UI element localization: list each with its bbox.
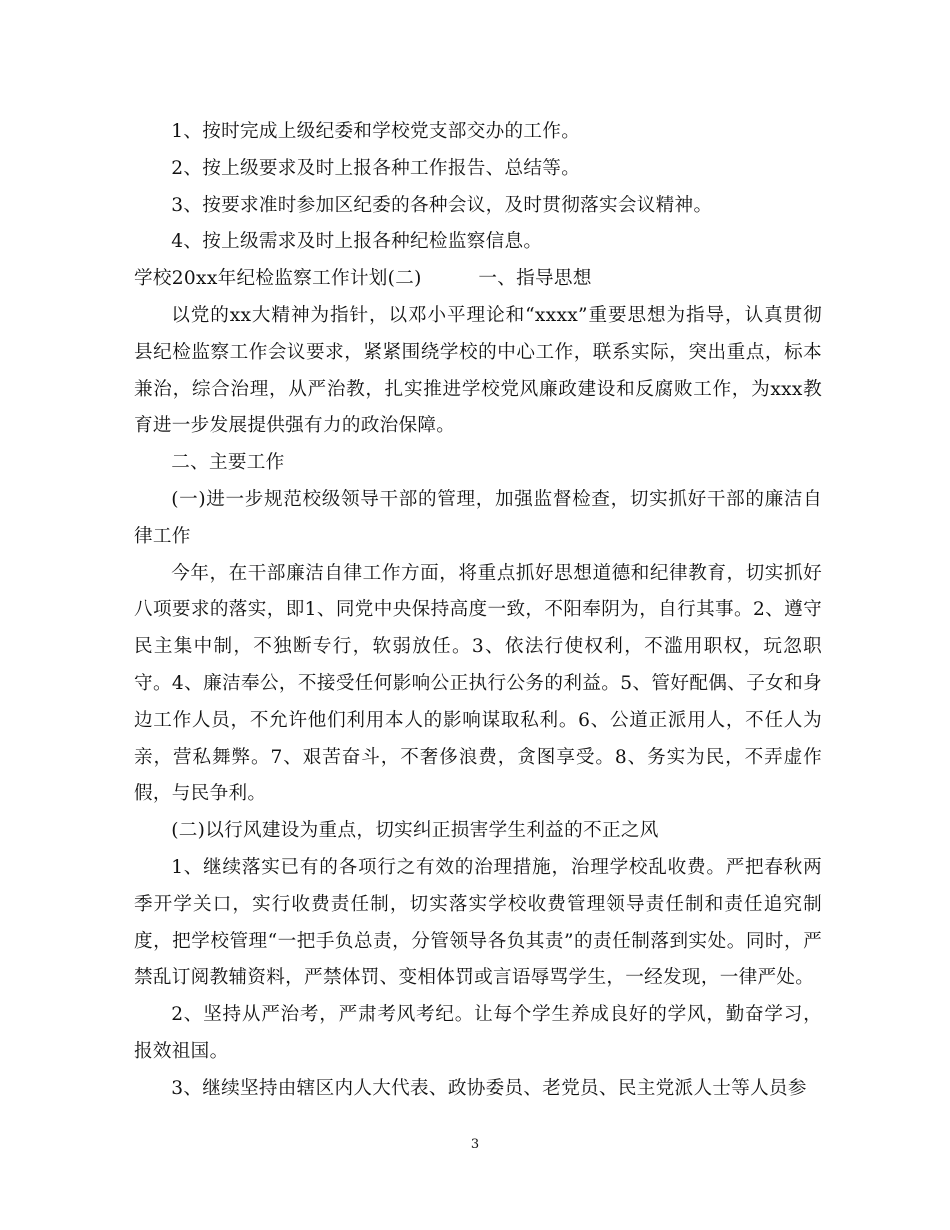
section-heading-2: (二)以行风建设为重点，切实纠正损害学生利益的不正之风 [171,820,659,842]
paragraph-section-2-item-2: 2、坚持从严治考，严肃考风考纪。让每个学生养成良好的学风，勤奋学习，报效祖国。 [134,1004,822,1062]
paragraph-section-2-item-1: 1、继续落实已有的各项行之有效的治理措施，治理学校乱收费。严把春秋两季开学关口，实行收费责任制，切实落实学校收费管理领导责任制和责任追究制度，把学校管理“一把手负总责，分管领导各负其责”的责任制落到实处。同时，严禁乱订阅教辅资料，严禁体罚、变相体罚或言语辱骂学生，一经发现，一律严处。 [134,856,822,989]
paragraph-guiding-thought: 以党的xx大精神为指针，以邓小平理论和“xxxx”重要思想为指导，认真贯彻县纪检监察工作会议要求，紧紧围绕学校的中心工作，联系实际，突出重点，标本兼治，综合治理，从严治教，扎实推进学校党风廉政建设和反腐败工作，为xxx教育进一步发展提供强有力的政治保障。 [134,304,822,437]
list-item: 1、按时完成上级纪委和学校党支部交办的工作。 [171,121,581,142]
paragraph-section-2-item-3: 3、继续坚持由辖区内人大代表、政协委员、老党员、民主党派人士等人员参 [171,1077,807,1099]
section-heading-1: (一)进一步规范校级领导干部的管理，加强监督检查，切实抓好干部的廉洁自律工作 [134,488,822,547]
document-body [134,114,822,1108]
plan-title-heading: 学校20xx年纪检监察工作计划(二) 一、指导思想 [134,268,592,290]
paragraph-section-1-body: 今年，在干部廉洁自律工作方面，将重点抓好思想道德和纪律教育，切实抓好八项要求的落实，即1、同党中央保持高度一致，不阳奉阴为，自行其事。2、遵守民主集中制，不独断专行，软弱放任。3、依法行使权利，不滥用职权，玩忽职守。4、廉洁奉公，不接受任何影响公正执行公务的利益。5、管好配偶、子女和身边工作人员，不允许他们利用本人的影响谋取私利。6、公道正派用人，不任人为亲，营私舞弊。7、艰苦奋斗，不奢侈浪费，贪图享受。8、务实为民，不弄虚作假，与民争利。 [134,562,822,805]
section-heading-main-work: 二、主要工作 [171,452,285,474]
list-item: 4、按上级需求及时上报各种纪检监察信息。 [171,231,543,253]
list-item: 2、按上级要求及时上报各种工作报告、总结等。 [171,157,581,179]
page-number: 3 [470,1137,480,1152]
list-item: 3、按要求准时参加区纪委的各种会议，及时贯彻落实会议精神。 [171,194,713,216]
